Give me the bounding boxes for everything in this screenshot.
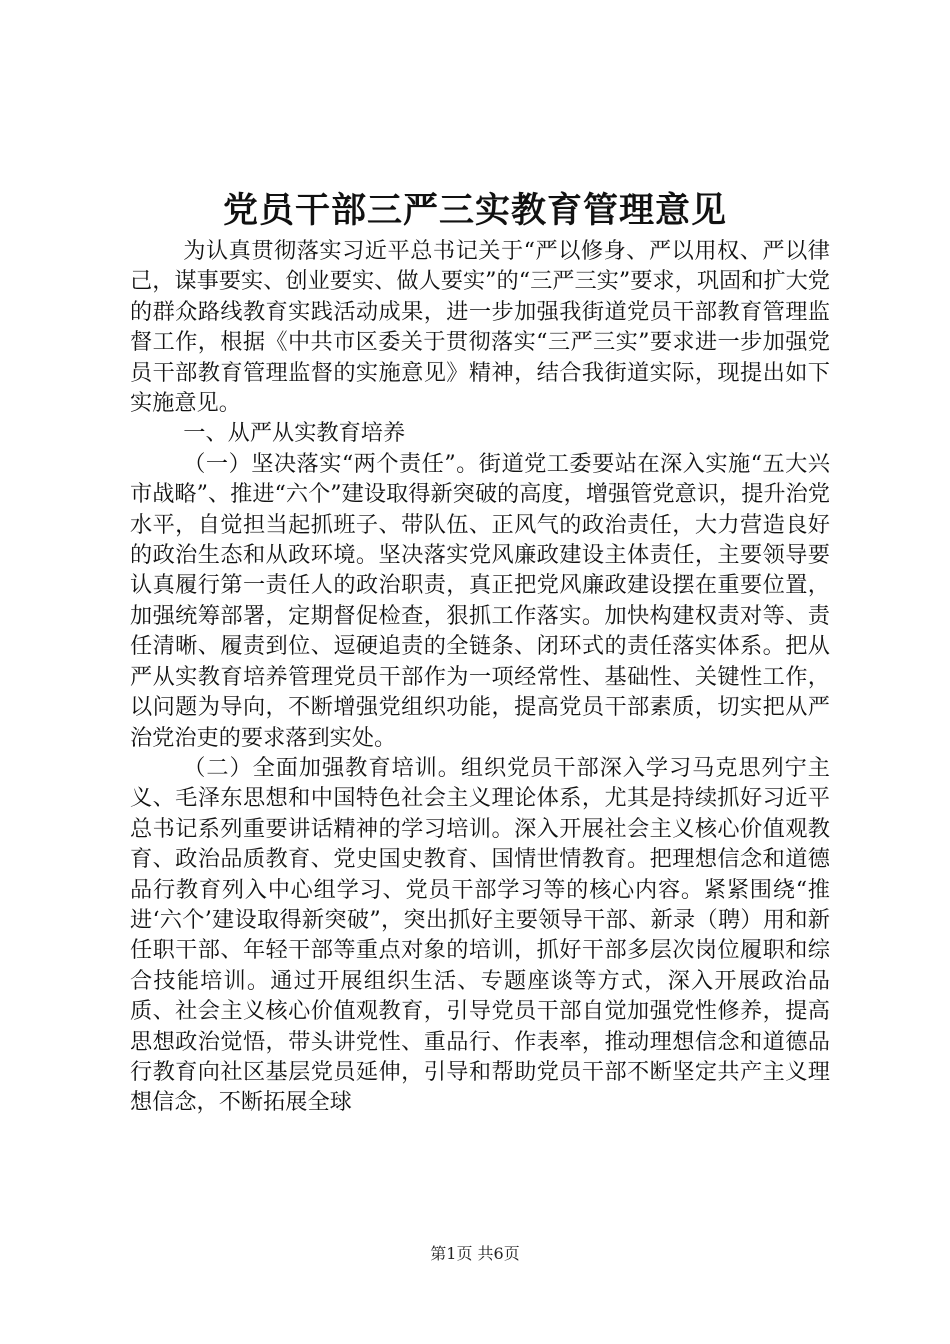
subsection-paragraph-1: （一）坚决落实“两个责任”。街道党工委要站在深入实施“五大兴市战略”、推进“六个”建设取得新突破的高度，增强管党意识，提升治党水平，自觉担当起抓班子、带队伍、正风气的政治责任，大力营造良好的政治生态和从政环境。坚决落实党风廉政建设主体责任，主要领导要认真履行第一责任人的政治职责，真正把党风廉政建设摆在重要位置，加强统筹部署，定期督促检查，狠抓工作落实。加快构建权责对等、责任清晰、履责到位、逗硬追责的全链条、闭环式的责任落实体系。把从严从实教育培养管理党员干部作为一项经常性、基础性、关键性工作，以问题为导向，不断增强党组织功能，提高党员干部素质，切实把从严治党治吏的要求落到实处。 (130, 450, 830, 751)
page-footer: 第1页 共6页 (430, 1244, 520, 1263)
document-title: 党员干部三严三实教育管理意见 (222, 190, 727, 231)
document-body (130, 236, 830, 1118)
intro-paragraph: 为认真贯彻落实习近平总书记关于“严以修身、严以用权、严以律己，谋事要实、创业要实、做人要实”的“三严三实”要求，巩固和扩大党的群众路线教育实践活动成果，进一步加强我街道党员干部教育管理监督工作，根据《中共市区委关于贯彻落实“三严三实”要求进一步加强党员干部教育管理监督的实施意见》精神，结合我街道实际，现提出如下实施意见。 (130, 238, 830, 417)
subsection-paragraph-2: （二）全面加强教育培训。组织党员干部深入学习马克思列宁主义、毛泽东思想和中国特色社会主义理论体系，尤其是持续抓好习近平总书记系列重要讲话精神的学习培训。深入开展社会主义核心价值观教育、政治品质教育、党史国史教育、国情世情教育。把理想信念和道德品行教育列入中心组学习、党员干部学习等的核心内容。紧紧围绕“推进‘六个’建设取得新突破”，突出抓好主要领导干部、新录（聘）用和新任职干部、年轻干部等重点对象的培训，抓好干部多层次岗位履职和综合技能培训。通过开展组织生活、专题座谈等方式，深入开展政治品质、社会主义核心价值观教育，引导党员干部自觉加强党性修养，提高思想政治觉悟，带头讲党性、重品行、作表率，推动理想信念和道德品行教育向社区基层党员延伸，引导和帮助党员干部不断坚定共产主义理想信念，不断拓展全球 (130, 754, 830, 1116)
section-heading: 一、从严从实教育培养 (183, 420, 406, 447)
